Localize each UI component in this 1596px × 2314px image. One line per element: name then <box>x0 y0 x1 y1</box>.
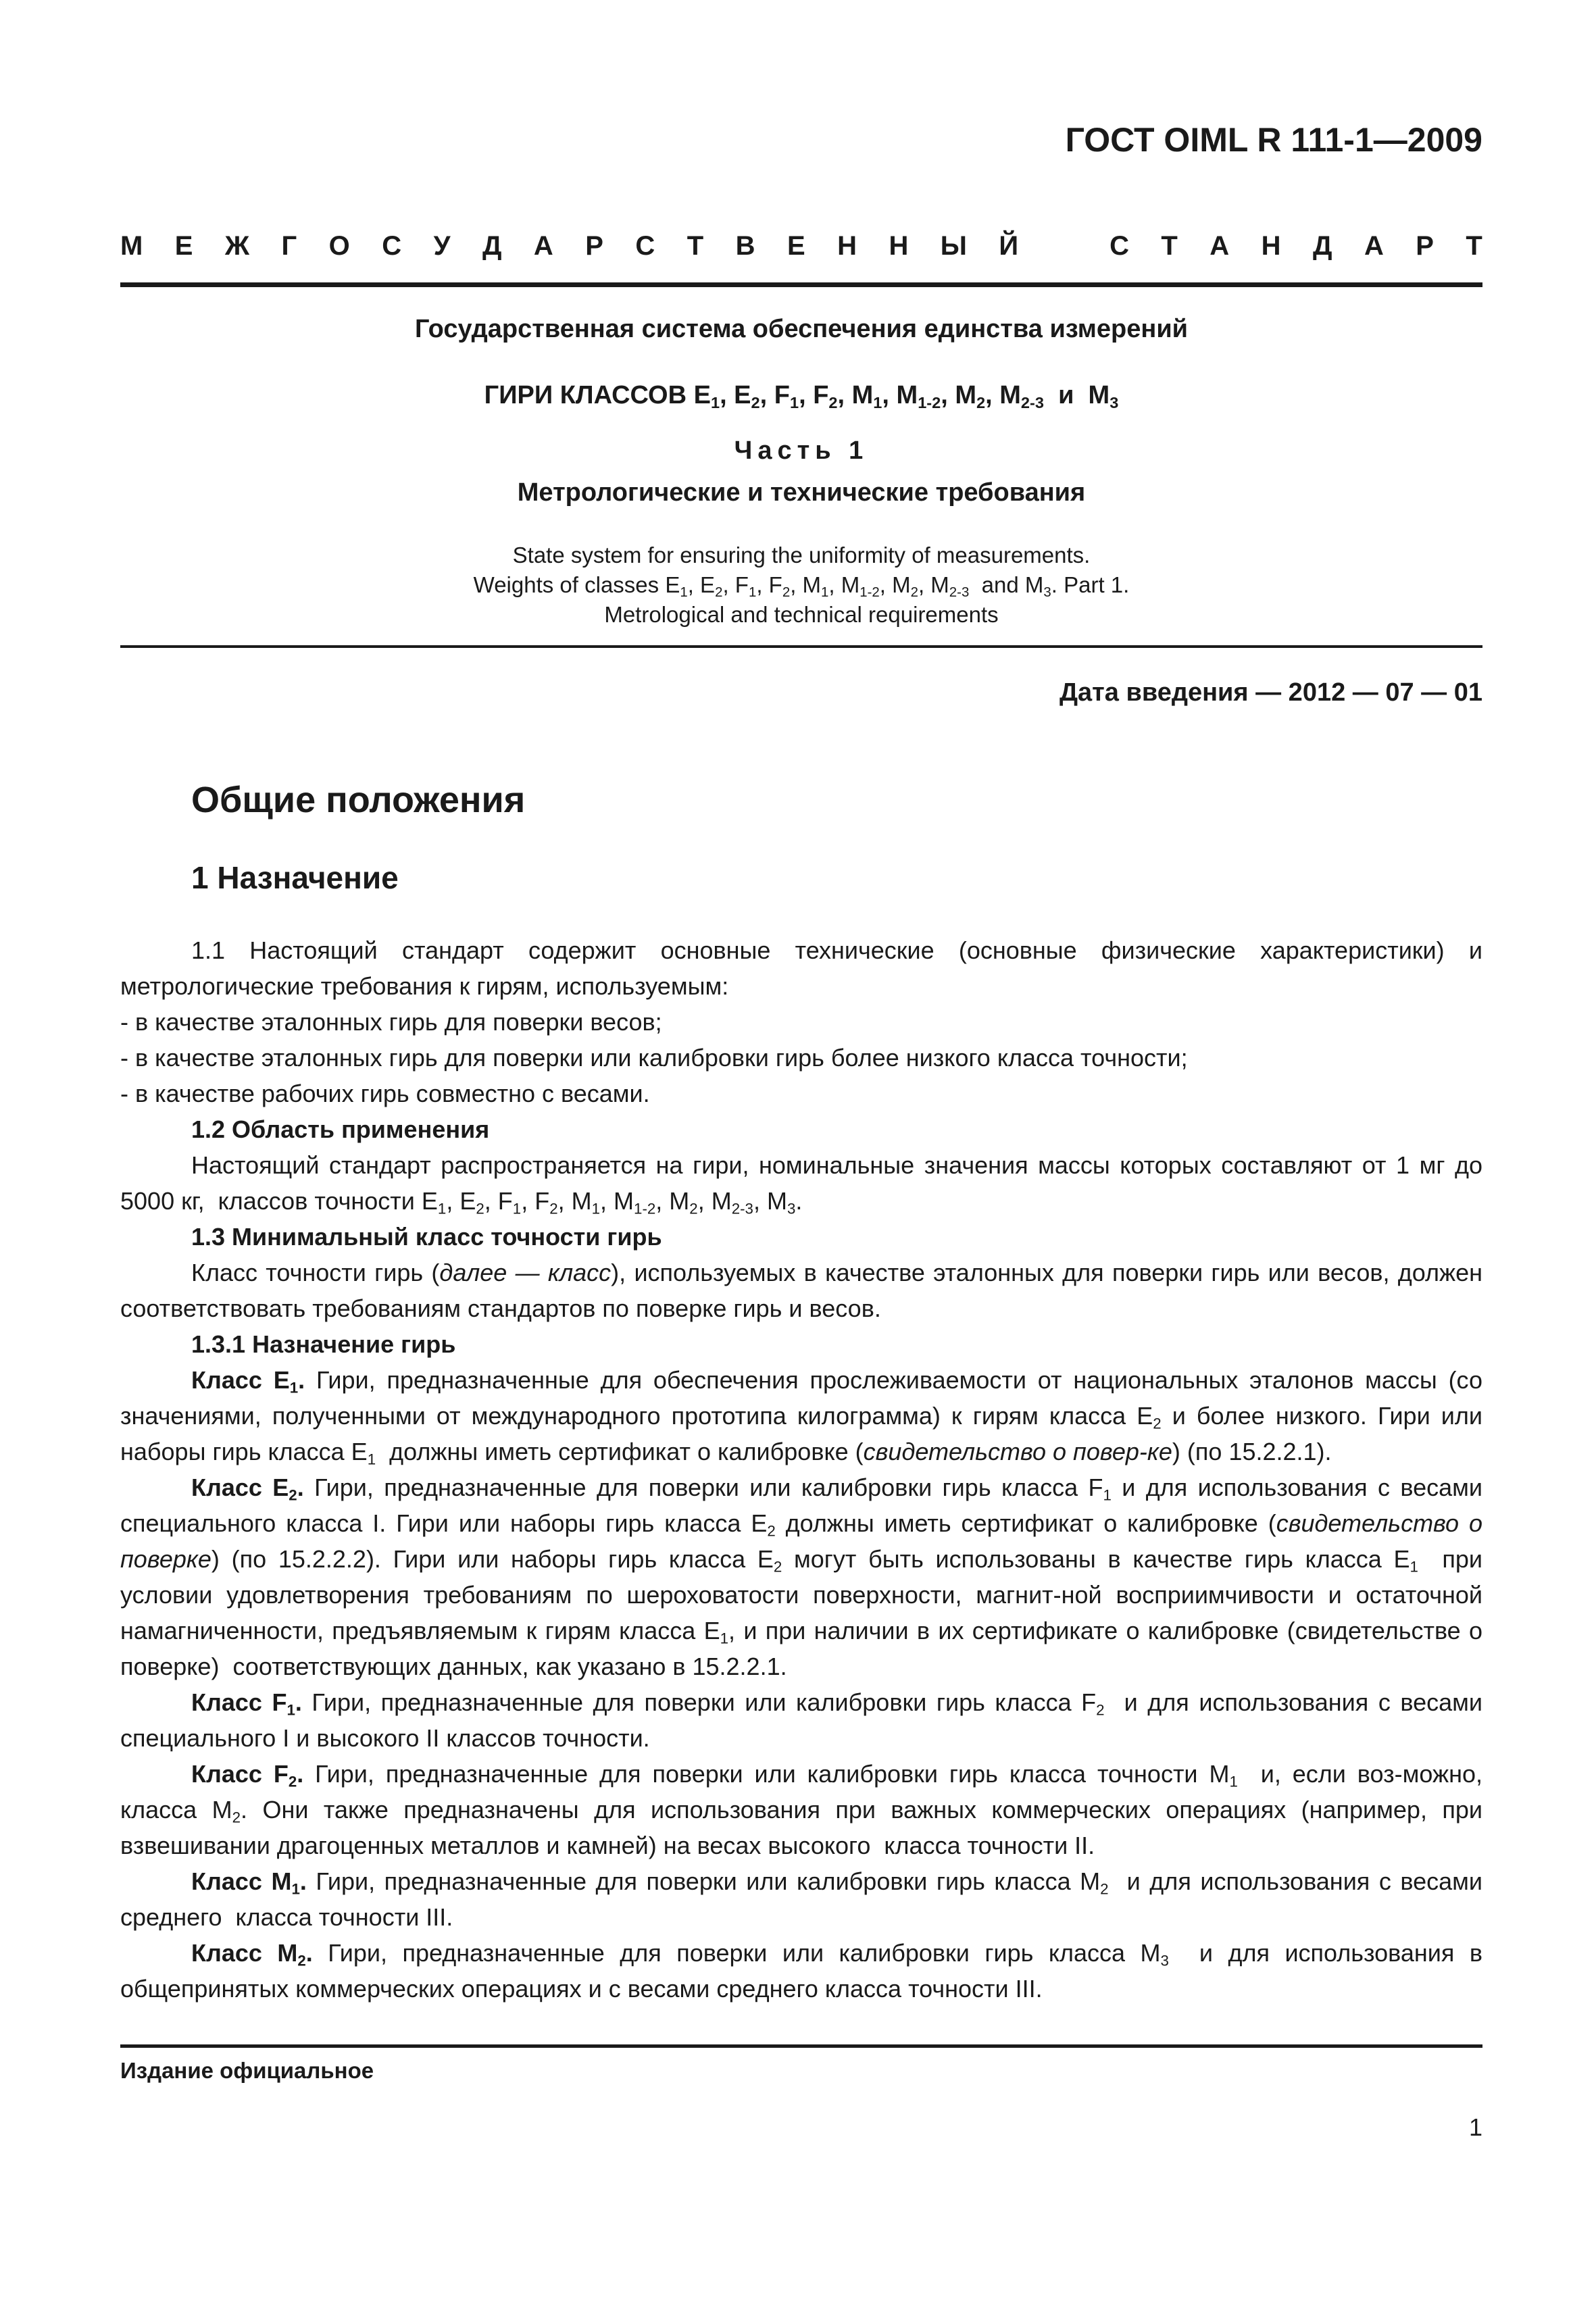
paragraph-1-3: Класс точности гирь (далее — класс), используемых в качестве эталонных для поверки гирь или весов, должен соответствовать требованиям стандартов по поверке гирь и весов. <box>120 1259 1482 1322</box>
series-title: Государственная система обеспечения единства измерений <box>414 315 1189 343</box>
paragraph-class-e2: Класс $E_2$. Гири, предназначенные для поверки или калибровки гирь класса $F_1$ и для использования с весами специального класса I. Гири или наборы гирь класса $E_2$ должны иметь сертификат о калибровке (свидетельство о поверке) (по 15.2.2.2). Гири или наборы гирь класса $E_2$ могут быть использованы в качестве гирь класса $E_1$ при условии удовлетворения требованиям по шероховатости поверхности, магнит-ной восприимчивости и остаточной намагниченности, предъявляемым к гирям класса $E_1$, и при наличии в их сертификате о калибровке (свидетельстве о поверке) соответствующих данных, как указано в 15.2.2.1. <box>120 1474 1482 1680</box>
paragraph-class-f2: Класс $F_2$. Гири, предназначенные для поверки или калибровки гирь класса точности $M_1$ и, если воз-можно, класса $M_2$. Они также предназначены для использования при важных коммерческих операциях (например, при взвешивании драгоценных металлов и камней) на весах высокого класса точности II. <box>120 1760 1482 1859</box>
heading-1-3-1: 1.3.1 Назначение гирь <box>191 1330 456 1358</box>
body-text <box>120 932 1482 2007</box>
heading-1-2: 1.2 Область применения <box>191 1115 490 1143</box>
heading-section-1: 1 Назначение <box>191 860 399 895</box>
title-rule <box>120 645 1482 648</box>
introduction-date: Дата введения — 2012 — 07 — 01 <box>1059 678 1482 707</box>
paragraph-class-e1: Класс $E_1$. Гири, предназначенные для обеспечения прослеживаемости от национальных эталонов массы (со значениями, полученными от международного прототипа килограмма) к гирям класса $E_2$ и более низкого. Гири или наборы гирь класса $E_1$ должны иметь сертификат о калибровке (свидетельство о повер-ке) (по 15.2.2.1). <box>120 1366 1482 1468</box>
list-item: - в качестве эталонных гирь для поверки или калибровки гирь более низкого класса точности; <box>120 1044 1188 1072</box>
document-title: ГИРИ КЛАССОВ $E_1$, $E_2$, $F_1$, $F_2$, $M_1$, $M_{1-2}$, $M_2$, $M_{2-3}$ и $M_3$ <box>484 381 1119 412</box>
paragraph-1-2: Настоящий стандарт распространяется на гири, номинальные значения массы которых составляют от 1 мг до 5000 кг, классов точности $E_1$, $E_2$, $F_1$, $F_2$, $M_1$, $M_{1-2}$, $M_2$, $M_{2-3}$, $M_3$. <box>120 1151 1482 1217</box>
paragraph-class-m1: Класс $M_1$. Гири, предназначенные для поверки или калибровки гирь класса $M_2$ и для использования с весами среднего класса точности III. <box>120 1867 1482 1931</box>
standard-number: ГОСТ OIML R 111-1—2009 <box>1065 121 1482 159</box>
list-item: - в качестве рабочих гирь совместно с весами. <box>120 1080 650 1107</box>
document-subtitle: Метрологические и технические требования <box>517 478 1086 507</box>
footer-rule <box>120 2044 1482 2048</box>
paragraph-class-f1: Класс $F_1$. Гири, предназначенные для поверки или калибровки гирь класса $F_2$ и для использования с весами специального I и высокого II классов точности. <box>120 1688 1482 1752</box>
interstate-standard-label: М Е Ж Г О С У Д А Р С Т В Е Н Н Ы Й С Т А Н Д А Р Т <box>120 231 1482 261</box>
paragraph-class-m2: Класс $M_2$. Гири, предназначенные для поверки или калибровки гирь класса $M_3$ и для использования в общепринятых коммерческих операциях и с весами среднего класса точности III. <box>120 1939 1482 2003</box>
paragraph-1-1: 1.1 Настоящий стандарт содержит основные технические (основные физические характеристики) и метрологические требования к гирям, используемым: <box>120 936 1482 1000</box>
official-edition-label: Издание официальное <box>120 2058 374 2083</box>
heading-general: Общие положения <box>191 780 526 820</box>
list-item: - в качестве эталонных гирь для поверки весов; <box>120 1008 662 1036</box>
english-title: State system for ensuring the uniformity of measurements. Weights of classes $E_1$, $E_2$, $F_1$, $F_2$, $M_1$, $M_{1-2}$, $M_2$, $M_{2-3}$ and $M_3$. Part 1. Metrological and technical requirements <box>473 543 1130 627</box>
heading-1-3: 1.3 Минимальный класс точности гирь <box>191 1223 662 1251</box>
part-label: Часть 1 <box>734 436 869 465</box>
header-rule <box>120 282 1482 287</box>
page-number: 1 <box>1468 2113 1482 2141</box>
